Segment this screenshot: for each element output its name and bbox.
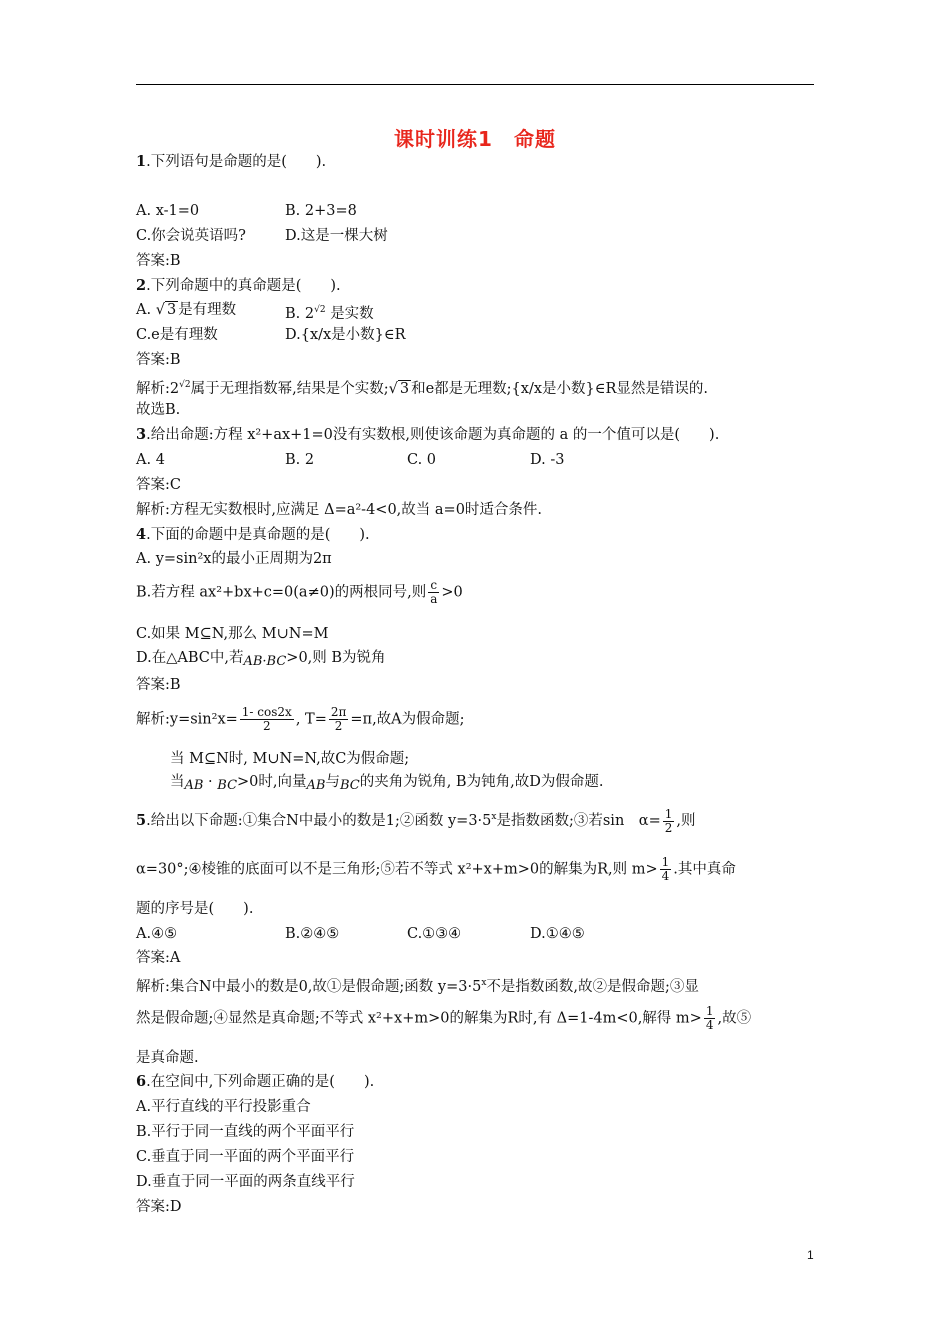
radicand: 3 <box>399 381 410 397</box>
fraction <box>704 1005 716 1032</box>
question-2-number: 2 <box>136 277 147 294</box>
option-b-post: >0 <box>441 584 463 601</box>
question-5-option-b: B.②④⑤ <box>285 926 340 942</box>
question-5-explanation-line-3: 是真命题. <box>136 1050 199 1066</box>
question-3-text: .给出命题:方程 x²+ax+1=0没有实数根,则使该命题为真命题的 a 的一个值可以是( ). <box>146 427 720 443</box>
question-4-option-c: C.如果 M⊆N,那么 M∪N=M <box>136 626 329 642</box>
numerator: 1 <box>664 806 673 821</box>
header-rule <box>136 84 814 85</box>
question-3-option-a: A. 4 <box>136 452 165 468</box>
option-d-text: D.在△ABC中,若 <box>136 650 244 666</box>
fraction <box>428 579 439 606</box>
question-2-explanation-line-1 <box>136 375 708 399</box>
denominator: 2 <box>334 719 343 733</box>
question-3-option-c: C. 0 <box>407 452 437 468</box>
sqrt-symbol: √ 3 <box>388 381 410 397</box>
exp-and: 与 <box>325 774 340 790</box>
denominator: 4 <box>661 869 670 883</box>
fraction <box>663 808 675 835</box>
question-6-option-b: B.平行于同一直线的两个平面平行 <box>136 1124 355 1140</box>
question-6-option-c: C.垂直于同一平面的两个平面平行 <box>136 1149 355 1165</box>
option-b-text: B.若方程 ax²+bx+c=0(a≠0)的两根同号,则 <box>136 584 427 601</box>
numerator: c <box>428 579 439 593</box>
dot: · <box>203 774 218 790</box>
vector-expression: AB·BC <box>243 654 287 669</box>
page-title: 课时训练1 命题 <box>394 127 556 151</box>
exp-post: 不是指数函数,故②是假命题;③显 <box>486 979 699 995</box>
question-5-explanation-line-2 <box>136 1005 751 1032</box>
option-b-base: B. 2 <box>285 306 315 322</box>
question-4-explanation-line-2: 当 M⊆N时, M∪N=N,故C为假命题; <box>170 751 410 767</box>
question-6-number: 6 <box>136 1073 147 1090</box>
denominator: 2 <box>664 820 673 835</box>
question-3-option-b: B. 2 <box>285 452 315 468</box>
option-b-text: 是实数 <box>330 306 374 322</box>
question-4-stem <box>136 525 370 545</box>
question-2-text: .下列命题中的真命题是( ). <box>146 278 341 294</box>
question-5-option-a: A.④⑤ <box>136 926 178 942</box>
line-post: .其中真命 <box>673 861 736 878</box>
exp-pre: 解析:集合N中最小的数是0,故①是假命题;函数 y=3·5 <box>136 979 482 995</box>
question-1-option-a: A. x-1=0 <box>136 203 200 219</box>
question-2-option-a <box>136 300 236 320</box>
denominator: a <box>430 592 438 606</box>
numerator: 2π <box>330 705 347 719</box>
option-d-post: >0,则 B为锐角 <box>286 650 386 666</box>
option-a-label: A. <box>136 302 152 318</box>
fraction <box>240 706 294 733</box>
question-5-line-3: 题的序号是( ). <box>136 901 254 917</box>
question-6-text: .在空间中,下列命题正确的是( ). <box>146 1074 375 1090</box>
question-5-explanation-line-1 <box>136 973 699 997</box>
question-6-stem <box>136 1072 374 1092</box>
fraction <box>660 856 672 883</box>
superscript: x <box>481 978 487 988</box>
question-2-option-d: D.{x/x是小数}∈R <box>285 327 406 343</box>
superscript: x <box>491 812 497 822</box>
exp-mid: , T= <box>295 711 327 728</box>
question-2-option-c: C.e是有理数 <box>136 327 218 343</box>
question-4-option-b <box>136 579 463 606</box>
question-2-explanation-line-2: 故选B. <box>136 402 181 418</box>
question-3-answer: 答案:C <box>136 477 181 493</box>
question-1-option-d: D.这是一棵大树 <box>285 228 388 244</box>
question-3-stem <box>136 425 719 445</box>
question-5-option-d: D.①④⑤ <box>530 926 585 942</box>
question-2-answer: 答案:B <box>136 352 181 368</box>
question-3-option-d: D. -3 <box>530 452 565 468</box>
question-1-option-c: C.你会说英语吗? <box>136 228 246 244</box>
question-4-explanation-line-1 <box>136 706 465 733</box>
question-4-option-d <box>136 648 386 669</box>
page-number: 1 <box>807 1248 814 1262</box>
question-5-number: 5 <box>136 812 147 829</box>
line-text: α=30°;④棱锥的底面可以不是三角形;⑤若不等式 x²+x+m>0的解集为R,则 m> <box>136 861 658 878</box>
exp-base: 解析:2 <box>136 381 180 397</box>
option-a-text: 是有理数 <box>178 302 237 318</box>
question-5-answer: 答案:A <box>136 950 181 966</box>
exp-pre: 当 <box>170 774 185 790</box>
exp-post: 的夹角为锐角, B为钝角,故D为假命题. <box>359 774 604 790</box>
line-text: .给出以下命题:①集合N中最小的数是1;②函数 y=3·5 <box>146 813 492 829</box>
denominator: 2 <box>262 719 271 733</box>
question-6-answer: 答案:D <box>136 1199 182 1215</box>
exp-mid: 属于无理指数幂,结果是个实数; <box>190 381 389 397</box>
question-5-line-1 <box>136 807 695 835</box>
numerator: 1 <box>705 1004 714 1018</box>
question-3-explanation: 解析:方程无实数根时,应满足 Δ=a²-4<0,故当 a=0时适合条件. <box>136 502 543 518</box>
vector-ab: AB <box>184 778 204 793</box>
exp-exponent: √2 <box>179 380 191 390</box>
vector-ab: AB <box>306 778 326 793</box>
exp-pre: 然是假命题;④显然是真命题;不等式 x²+x+m>0的解集为R时,有 Δ=1-4m<0,解得 m> <box>136 1010 702 1027</box>
line-post: ,则 <box>676 813 696 829</box>
numerator: 1 <box>661 855 670 869</box>
question-4-text: .下面的命题中是真命题的是( ). <box>146 527 370 543</box>
question-4-explanation-line-3 <box>170 772 603 793</box>
question-1-option-b: B. 2+3=8 <box>285 203 357 219</box>
line-mid: 是指数函数;③若sin α= <box>496 813 661 829</box>
option-b-exponent: √2 <box>314 305 326 315</box>
exp-post: =π,故A为假命题; <box>350 711 465 728</box>
numerator: 1- cos2x <box>241 705 292 719</box>
question-1-text: .下列语句是命题的是( ). <box>146 154 327 170</box>
question-3-number: 3 <box>136 426 147 443</box>
question-6-option-a: A.平行直线的平行投影重合 <box>136 1099 311 1115</box>
question-4-answer: 答案:B <box>136 677 181 693</box>
question-5-option-c: C.①③④ <box>407 926 462 942</box>
question-1-number: 1 <box>136 153 147 170</box>
sqrt-symbol: √ 3 <box>155 302 177 318</box>
exp-post: 和e都是无理数;{x/x是小数}∈R显然是错误的. <box>411 381 708 397</box>
exp-pre: 解析:y=sin²x= <box>136 711 238 728</box>
vector-bc: BC <box>217 778 238 793</box>
denominator: 4 <box>705 1018 714 1032</box>
question-1-answer: 答案:B <box>136 253 181 269</box>
question-4-option-a: A. y=sin²x的最小正周期为2π <box>136 551 332 567</box>
question-2-stem <box>136 276 341 296</box>
question-1-stem <box>136 152 326 172</box>
exp-mid: >0时,向量 <box>237 774 307 790</box>
exp-post: ,故⑤ <box>717 1010 752 1027</box>
question-6-option-d: D.垂直于同一平面的两条直线平行 <box>136 1174 355 1190</box>
radicand: 3 <box>166 302 177 318</box>
vector-bc: BC <box>339 778 360 793</box>
question-5-line-2 <box>136 856 736 883</box>
question-2-option-b <box>285 300 374 324</box>
fraction <box>329 706 349 733</box>
question-4-number: 4 <box>136 526 147 543</box>
